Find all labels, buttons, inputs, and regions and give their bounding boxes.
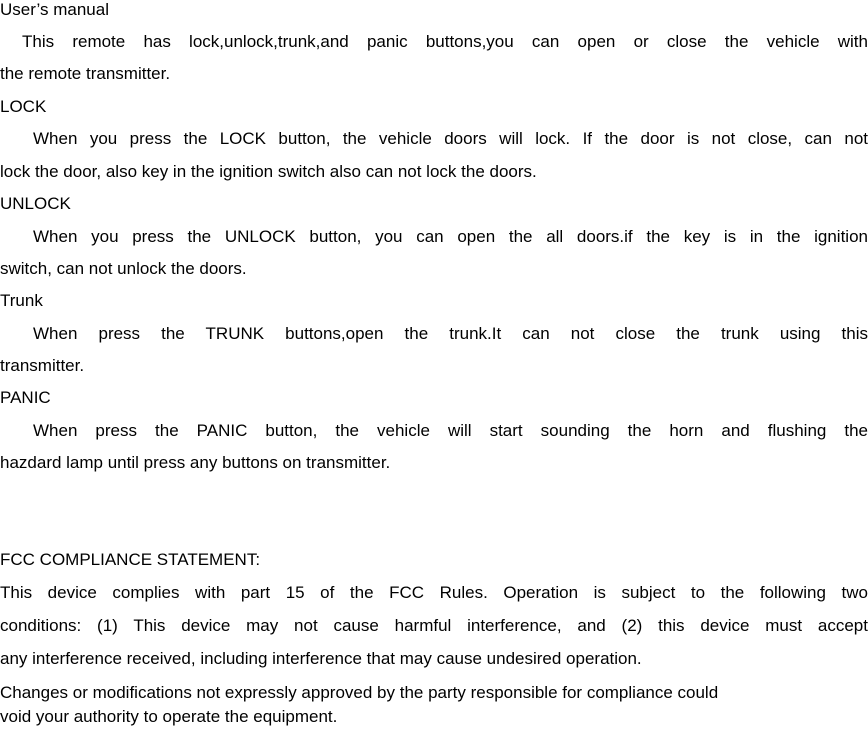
intro-line-2: the remote transmitter.: [0, 64, 171, 83]
section-unlock-line-2: switch, can not unlock the doors.: [0, 259, 247, 278]
section-unlock-line-1: When you press the UNLOCK button, you can open the all doors.if the key is in the ignition: [33, 227, 868, 246]
fcc-para1-line-3: any interference received, including interference that may cause undesired operation.: [0, 649, 642, 668]
fcc-para2-line-1: Changes or modifications not expressly approved by the party responsible for compliance could: [0, 683, 719, 702]
fcc-para1-line-1: This device complies with part 15 of the FCC Rules. Operation is subject to the following two: [0, 583, 868, 602]
section-heading-unlock: UNLOCK: [0, 194, 71, 213]
manual-title: User’s manual: [0, 0, 109, 19]
section-trunk-line-1: When press the TRUNK buttons,open the trunk.It can not close the trunk using this: [33, 324, 868, 343]
section-panic-line-2: hazdard lamp until press any buttons on transmitter.: [0, 453, 391, 472]
fcc-heading: FCC COMPLIANCE STATEMENT:: [0, 550, 261, 569]
fcc-para1-line-2: conditions: (1) This device may not cause harmful interference, and (2) this device must accept: [0, 616, 868, 635]
section-heading-trunk: Trunk: [0, 291, 43, 310]
section-panic-line-1: When press the PANIC button, the vehicle will start sounding the horn and flushing the: [33, 421, 868, 440]
section-heading-panic: PANIC: [0, 388, 51, 407]
section-trunk-line-2: transmitter.: [0, 356, 85, 375]
section-heading-lock: LOCK: [0, 97, 47, 116]
fcc-para2-line-2: void your authority to operate the equipment.: [0, 707, 338, 726]
intro-line-1: This remote has lock,unlock,trunk,and panic buttons,you can open or close the vehicle with: [22, 32, 868, 51]
section-lock-line-2: lock the door, also key in the ignition switch also can not lock the doors.: [0, 162, 537, 181]
section-lock-line-1: When you press the LOCK button, the vehicle doors will lock. If the door is not close, can not: [33, 129, 868, 148]
